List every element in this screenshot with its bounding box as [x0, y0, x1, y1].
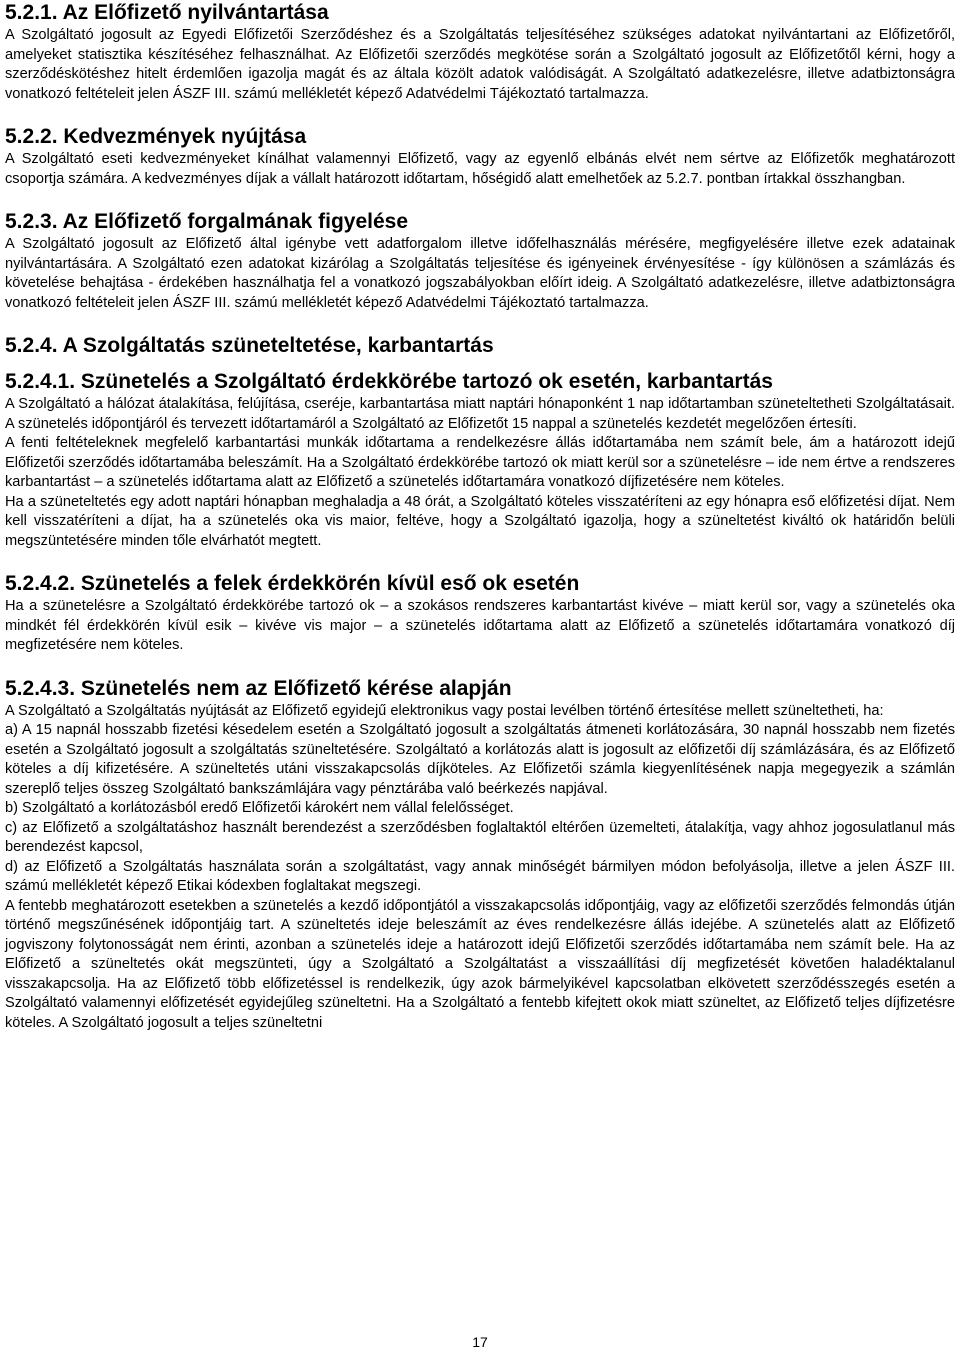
list-item-b: b) Szolgáltató a korlátozásból eredő Előfizetői károkért nem vállal felelősséget. [5, 800, 514, 816]
section-paragraph: A fenti feltételeknek megfelelő karbantartási munkák időtartama a rendelkezésre állás időtartamába nem számít bele, ám a határozott idejű Előfizetői szerződés időtartamába beleszámít. Ha a Szolgáltató érdekkörébe tartozó ok miatt kerül sor a szünetelésre – ide nem értve a rendszeres karbantartást – a szünetelés időtartama alatt az Előfizető a szünetelés időtartamára vonatkozó díjfizetésére nem köteles. [5, 435, 955, 490]
section-paragraph: A Szolgáltató a Szolgáltatás nyújtását az Előfizető egyidejű elektronikus vagy postai levélben történő értesítése mellett szüneltetheti, ha: [5, 702, 884, 719]
section-paragraph: A Szolgáltató jogosult az Egyedi Előfizetői Szerződéshez és a Szolgáltatás teljesítéséhez szükséges adatokat nyilvántartani az Előfizetőről, amelyeket statisztika készítéséhez felhasználhat. Az Előfizetői szerződés megkötése során a Szolgáltató jogosult az Előfizetőtől kérni, hogy a szerződéskötéshez hitelt érdemlően igazolja magát és az általa közölt adatok valódiságát. A Szolgáltató adatkezelésre, illetve adatbiztonságra vonatkozó feltételeit jelen ÁSZF III. számú mellékletét képező Adatvédelmi Tájékoztató tartalmazza. [5, 27, 955, 102]
section-heading: 5.2.4.2. Szünetelés a felek érdekkörén kívül eső ok esetén [5, 572, 580, 595]
section-5-2-4-2 [5, 571, 955, 656]
section-heading: 5.2.2. Kedvezmények nyújtása [5, 125, 307, 148]
section-heading: 5.2.3. Az Előfizető forgalmának figyelése [5, 210, 409, 233]
section-5-2-4-3 [5, 676, 955, 1034]
section-5-2-4-1 [5, 369, 955, 551]
section-paragraph: Ha a szünetelésre a Szolgáltató érdekkörébe tartozó ok – a szokásos rendszeres karbantartást kivéve – miatt kerül sor, vagy a szünetelés oka mindkét fél érdekkörén kívül esik – kivéve vis major – a szünetelés időtartama alatt az Előfizető a szünetelés időtartamára vonatkozó díj megfizetésére nem köteles. [5, 598, 955, 653]
section-paragraph: Ha a szüneteltetés egy adott naptári hónapban meghaladja a 48 órát, a Szolgáltató köteles visszatéríteni az egy hónapra eső előfizetési díjat. Nem kell visszatéríteni a díjat, ha a szünetelés oka vis maior, feltéve, hogy a Szolgáltató igazolja, hogy a szüneltetést kiváltó ok határidőn belüli megszüntetésére minden tőle elvárhatót megtett. [5, 493, 955, 549]
section-paragraph: A Szolgáltató jogosult az Előfizető által igénybe vett adatforgalom illetve időfelhasználás mérésére, megfigyelésére illetve ezek adatainak nyilvántartására. A Szolgáltató ezen adatokat kizárólag a Szolgáltatás teljesítése és igényeinek érvényesítése - így különösen a számlázás és követelése behajtása - érdekében használhatja fel a vonatkozó jogszabályokban előírt ideig. A Szolgáltató adatkezelésre, illetve adatbiztonságra vonatkozó feltételeit jelen ÁSZF III. számú mellékletét képező Adatvédelmi Tájékoztató tartalmazza. [5, 236, 955, 311]
section-heading: 5.2.1. Az Előfizető nyilvántartása [5, 1, 329, 24]
list-item-d: d) az Előfizető a Szolgáltatás használata során a szolgáltatást, vagy annak minőségét bármilyen módon befolyásolja, illetve a jelen ÁSZF III. számú mellékletét képező Etikai kódexben foglaltakat megszegi. [5, 858, 955, 894]
list-item-a: a) A 15 napnál hosszabb fizetési késedelem esetén a Szolgáltató jogosult a szolgáltatás átmeneti korlátozására, 30 napnál hosszabb nem fizetés esetén a Szolgáltató jogosult a szolgáltatás szüneltetésére. Szolgáltató a korlátozás alatt is jogosult az előfizetői díj számlázására, és az Előfizető köteles a díj kifizetésére. A szüneltetés utáni visszakapcsolás díjköteles. Az Előfizetői számla kiegyenlítésének napja megegyezik a számlán szereplő teljes összeg Szolgáltató bankszámlájára vagy pénztárába való beérkezés napjával. [5, 722, 955, 797]
section-5-2-1 [5, 0, 955, 104]
section-5-2-2 [5, 124, 955, 189]
section-5-2-4 [5, 333, 955, 359]
section-heading: 5.2.4.1. Szünetelés a Szolgáltató érdekkörébe tartozó ok esetén, karbantartás [5, 370, 773, 393]
section-paragraph: A Szolgáltató eseti kedvezményeket kínálhat valamennyi Előfizető, vagy az egyenlő elbánás elvét nem sértve az Előfizetők meghatározott csoportja számára. A kedvezményes díjak a vállalt határozott időtartam, hőségidő alatt emelhetőek az 5.2.7. pontban írtakkal összhangban. [5, 151, 955, 187]
section-heading: 5.2.4.3. Szünetelés nem az Előfizető kérése alapján [5, 676, 512, 700]
section-5-2-3 [5, 209, 955, 313]
list-item-c: c) az Előfizető a szolgáltatáshoz használt berendezést a szerződésben foglaltaktól eltérően üzemelteti, átalakítja, vagy ahhoz jogosulatlanul más berendezést kapcsol, [5, 819, 955, 855]
document-page [5, 0, 955, 1033]
section-paragraph: A fentebb meghatározott esetekben a szünetelés a kezdő időpontjától a visszakapcsolás időpontjáig, vagy az előfizetői szerződés felmondás útján történő megszűnésének időpontjáig tart. A szüneltetés ideje beleszámít az éves rendelkezésre állás idejébe. A szünetelés alatt az Előfizető jogviszony folytonosságát nem érinti, azonban a szünetelés ideje a határozott idejű Előfizetői szerződés időtartamába nem számít bele. Ha az Előfizető a szüneltetés okát megszünteti, úgy a Szolgáltató a Szolgáltatást a visszaállítási díj megfizetését követően haladéktalanul visszakapcsolja. Ha az Előfizető több előfizetéssel is rendelkezik, úgy azok bármelyikével kapcsolatban elkövetett szerződésszegés esetén a Szolgáltató valamennyi előfizetését egyidejűleg szüneltetni. Ha a Szolgáltató a fentebb kifejtett okok miatt szüneltet, az Előfizető teljes díjfizetésre köteles. A Szolgáltató jogosult a teljes szüneltetni [5, 897, 955, 1031]
page-number: 17 [472, 1334, 488, 1350]
section-heading: 5.2.4. A Szolgáltatás szüneteltetése, karbantartás [5, 334, 494, 357]
section-paragraph: A Szolgáltató a hálózat átalakítása, felújítása, cseréje, karbantartása miatt naptári hónaponként 1 nap időtartamban szüneteltetheti Szolgáltatásait. A szünetelés időpontjáról és tervezett időtartamáról a Szolgáltató az Előfizetőt 15 nappal a szünetelés kezdetét megelőzően értesíti. [5, 396, 955, 432]
